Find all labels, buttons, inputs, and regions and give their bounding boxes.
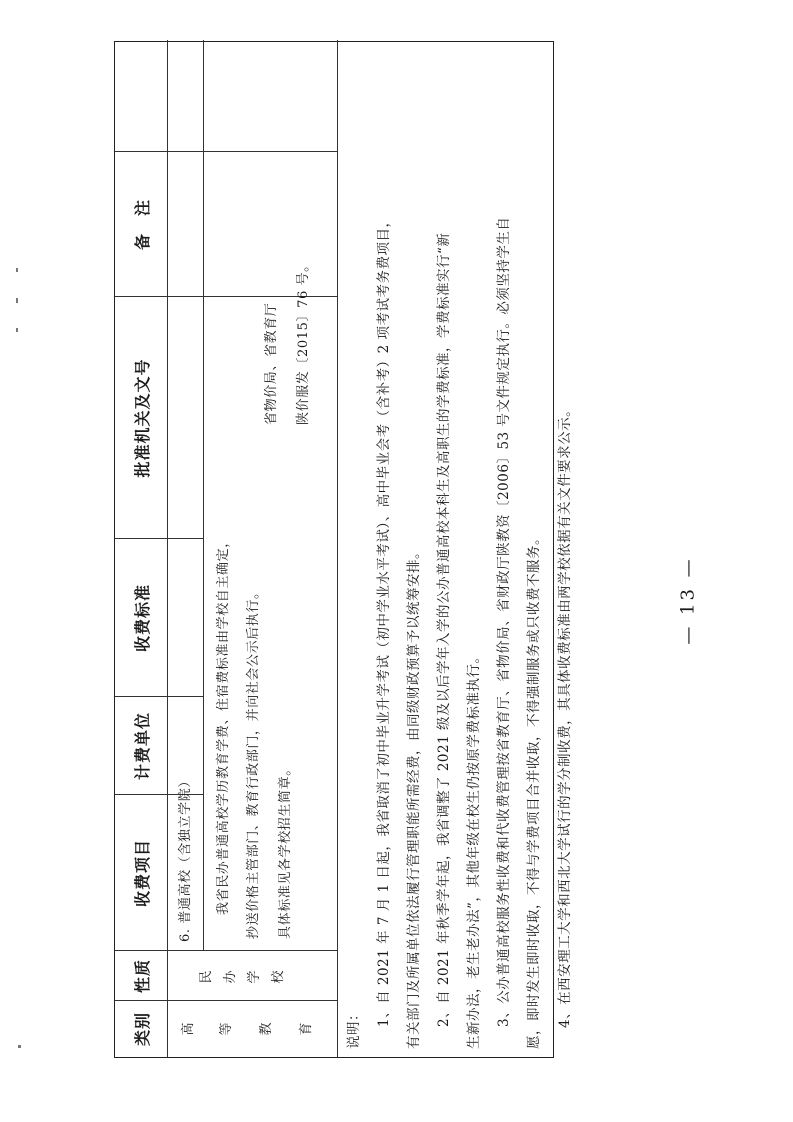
header-remarks: 备 注 [132, 199, 152, 251]
standard-line: 具体标准见各学校招生简章。 [278, 762, 293, 939]
rotated-content [114, 41, 573, 1058]
row-title-rule [203, 40, 204, 951]
nature-char: 办 [223, 970, 238, 984]
category-char: 教 [259, 1022, 274, 1036]
scan-mark [16, 328, 18, 332]
notes-line: 4、在西安理工大学和西北大学试行的学分制收费，其具体收费标准由两学校依据有关文件要求公示。 [557, 402, 573, 1028]
header-category: 类别 [132, 1012, 152, 1047]
standard-line: 抄送价格主管部门、教育行政部门，并向社会公示后执行。 [246, 585, 261, 939]
header-unit: 计费单位 [132, 712, 152, 781]
header-authority: 批准机关及文号 [132, 358, 152, 478]
authority-line: 陕价服发〔2015〕76 号。 [296, 258, 311, 425]
page-number-text: — 13 — [677, 555, 699, 645]
category-char: 等 [219, 1022, 234, 1036]
category-char: 高 [181, 1022, 196, 1036]
notes-line: 1、自 2021 年 7 月 1 日起，我省取消了初中毕业升学考试（初中学业水平考试）、高中毕业会考（含补考）2 项考试考务费项目， [376, 213, 392, 1027]
notes-rule [337, 40, 338, 1057]
notes-heading: 说明： [346, 1007, 362, 1049]
fee-table [114, 41, 554, 1058]
nature-char: 学 [247, 970, 262, 984]
nature-char: 校 [271, 970, 286, 984]
nature-char: 民 [199, 970, 214, 984]
header-item: 收费项目 [132, 839, 152, 908]
scan-mark [18, 1045, 21, 1048]
category-char: 育 [299, 1022, 314, 1036]
page-number [676, 540, 700, 660]
standard-line: 我省民办普通高校学历教育学费、住宿费标准由学校自主确定， [216, 534, 231, 915]
notes-line: 有关部门及所属单位依法履行管理职能所需经费，由同级财政预算予以统筹安排。 [406, 545, 422, 1049]
notes-line: 生新办法，老生老办法”，其他年级在校生仍按原学费标准执行。 [466, 649, 482, 1049]
header-nature: 性质 [132, 959, 152, 994]
header-rule [167, 40, 168, 1057]
header-standard: 收费标准 [132, 584, 152, 653]
notes-line: 3、公办普通高校服务性收费和代收费管理按省教育厅、省物价局、省财政厅陕教资〔2006〕53 号文件规定执行。必须坚持学生自 [496, 216, 512, 1027]
notes-line: 愿，即时发生即时收取，不得与学费项目合并收取，不得强制服务或只收费不服务。 [526, 531, 542, 1049]
scan-mark [16, 268, 18, 272]
notes-line: 2、自 2021 年秋季学年起，我省调整了 2021 级及以后学年入学的公办普通高校本科生及高职生的学费标准，学费标准实行“新 [436, 232, 452, 1027]
scan-mark [16, 298, 18, 303]
row-title: 6. 普通高校（含独立学院） [178, 774, 193, 942]
authority-line: 省物价局、省教育厅 [264, 302, 279, 425]
